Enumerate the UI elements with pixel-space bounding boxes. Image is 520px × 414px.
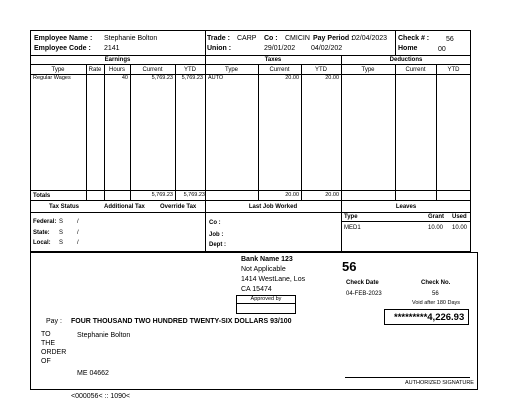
col-line-tax-ytd bbox=[301, 64, 302, 200]
tax-type-header: Type bbox=[224, 67, 238, 73]
to-the-order-of-4: OF bbox=[41, 358, 51, 365]
approved-by-label: Approved by bbox=[250, 296, 282, 302]
earnings-title: Earnings bbox=[104, 57, 131, 63]
earn-type-header: Type bbox=[51, 67, 65, 73]
state-slash: / bbox=[77, 230, 79, 236]
signature-line bbox=[345, 377, 470, 378]
federal-slash: / bbox=[77, 219, 79, 225]
earn-hours-header: Hours bbox=[108, 67, 125, 73]
ded-ytd-header: YTD bbox=[447, 67, 460, 73]
trade-value: CARP bbox=[237, 35, 257, 42]
last-job-dept-label: Dept : bbox=[209, 242, 226, 248]
pay-amount-words: FOUR THOUSAND TWO HUNDRED TWENTY-SIX DOLLARS 93/100 bbox=[71, 318, 292, 325]
last-job-job-label: Job : bbox=[209, 232, 224, 238]
local-label: Local: bbox=[33, 240, 51, 246]
union-label: Union : bbox=[207, 45, 232, 52]
bank-name: Bank Name 123 bbox=[241, 256, 293, 263]
tax-type: AUTO bbox=[208, 75, 224, 81]
col-line-tax-current bbox=[258, 64, 259, 200]
pay-label: Pay : bbox=[46, 318, 62, 325]
col-line-ded-ytd bbox=[436, 64, 437, 200]
leaves-used-header: Used bbox=[452, 214, 467, 220]
col-line-ded-current bbox=[395, 64, 396, 200]
header-divider-2 bbox=[395, 30, 396, 55]
payee-name: Stephanie Bolton bbox=[77, 332, 131, 339]
earn-rate-header: Rate bbox=[88, 67, 102, 73]
leaves-type-header: Type bbox=[344, 214, 358, 220]
federal-label: Federal: bbox=[33, 219, 57, 225]
bank-line-3: 1414 WestLane, Los bbox=[241, 276, 306, 283]
totals-earn-ytd: 5,769.23 bbox=[183, 192, 205, 198]
tax-current: 20.00 bbox=[285, 75, 299, 81]
to-the-order-of-1: TO bbox=[41, 331, 51, 338]
employee-name: Stephanie Bolton bbox=[104, 35, 158, 42]
earning-hours: 40 bbox=[121, 75, 128, 81]
check-number-label: Check No. bbox=[421, 280, 451, 286]
employee-code-label: Employee Code : bbox=[34, 45, 91, 52]
last-job-co-label: Co : bbox=[209, 220, 221, 226]
leave-type: MED1 bbox=[344, 225, 361, 231]
col-line-rate bbox=[86, 64, 87, 200]
leaves-header-line bbox=[341, 221, 471, 222]
check-number: 56 bbox=[432, 291, 439, 297]
tax-ytd: 20.00 bbox=[325, 75, 339, 81]
earning-type: Regular Wages bbox=[33, 75, 71, 81]
ded-type-header: Type bbox=[361, 67, 375, 73]
trade-label: Trade : bbox=[207, 35, 230, 42]
header-divider-1 bbox=[205, 30, 206, 55]
home-value: 00 bbox=[438, 46, 446, 53]
column-header-line bbox=[30, 74, 471, 75]
pay-period-value: 02/04/2023 bbox=[352, 35, 388, 42]
union-date-2: 04/02/202 bbox=[311, 45, 343, 52]
to-the-order-of-2: THE bbox=[41, 340, 55, 347]
totals-bottom-line bbox=[30, 200, 471, 201]
totals-top-line bbox=[30, 190, 471, 191]
totals-tax-ytd: 20.00 bbox=[325, 192, 339, 198]
deductions-title: Deductions bbox=[389, 57, 423, 63]
approved-by-line bbox=[236, 303, 296, 304]
union-date-1: 29/01/202 bbox=[264, 45, 296, 52]
col-line-taxes bbox=[205, 55, 206, 200]
to-the-order-of-3: ORDER bbox=[41, 349, 67, 356]
totals-earn-current: 5,769.23 bbox=[151, 192, 173, 198]
payee-address: ME 04662 bbox=[77, 370, 109, 377]
tax-status-title: Tax Status bbox=[49, 204, 79, 210]
col-line-deductions bbox=[341, 55, 342, 200]
check-date: 04-FEB-2023 bbox=[346, 291, 382, 297]
leaves-grant-header: Grant bbox=[428, 214, 445, 220]
authorized-signature: AUTHORIZED SIGNATURE bbox=[405, 380, 474, 386]
earning-ytd: 5,769.23 bbox=[181, 75, 203, 81]
check-no-label: Check # : bbox=[398, 35, 430, 42]
check-no-value: 56 bbox=[446, 36, 454, 43]
federal-value: S bbox=[59, 219, 64, 225]
totals-label: Totals bbox=[33, 193, 51, 199]
col-line-ytd bbox=[175, 64, 176, 200]
local-slash: / bbox=[77, 240, 79, 246]
lower-title-line bbox=[30, 212, 471, 213]
home-label: Home bbox=[398, 45, 418, 52]
state-label: State: bbox=[33, 230, 50, 236]
earning-current: 5,769.23 bbox=[151, 75, 173, 81]
section-title-line bbox=[30, 64, 471, 65]
header-bottom-line bbox=[30, 55, 471, 56]
tax-ytd-header: YTD bbox=[315, 67, 327, 73]
leave-grant: 10.00 bbox=[428, 225, 444, 231]
co-label: Co : bbox=[264, 35, 278, 42]
leaves-title: Leaves bbox=[395, 204, 417, 210]
totals-tax-current: 20.00 bbox=[285, 192, 299, 198]
employee-code: 2141 bbox=[104, 45, 120, 52]
micr-line: <000056< :: 1090< bbox=[71, 393, 130, 400]
earn-ytd-header: YTD bbox=[184, 67, 196, 73]
last-job-title: Last Job Worked bbox=[248, 204, 298, 210]
check-amount: *********4,226.93 bbox=[394, 312, 465, 323]
pay-period-label: Pay Period : bbox=[313, 35, 354, 42]
check-date-label: Check Date bbox=[346, 280, 379, 286]
bank-line-4: CA 15474 bbox=[241, 286, 272, 293]
tax-current-header: Current bbox=[269, 67, 290, 73]
bank-line-2: Not Applicable bbox=[241, 266, 286, 273]
state-value: S bbox=[59, 230, 64, 236]
earn-current-header: Current bbox=[142, 67, 163, 73]
col-line-current bbox=[130, 64, 131, 200]
local-value: S bbox=[59, 240, 64, 246]
taxes-title: Taxes bbox=[264, 57, 282, 63]
ded-current-header: Current bbox=[405, 67, 426, 73]
void-note: Void after 180 Days bbox=[412, 300, 461, 306]
co-value: CMICIN bbox=[285, 35, 310, 42]
check-number-big: 56 bbox=[342, 259, 357, 274]
override-tax-header: Override Tax bbox=[160, 204, 197, 210]
leave-used: 10.00 bbox=[452, 225, 468, 231]
col-line-hours bbox=[104, 64, 105, 200]
additional-tax-header: Additional Tax bbox=[104, 204, 145, 210]
employee-name-label: Employee Name : bbox=[34, 35, 93, 42]
